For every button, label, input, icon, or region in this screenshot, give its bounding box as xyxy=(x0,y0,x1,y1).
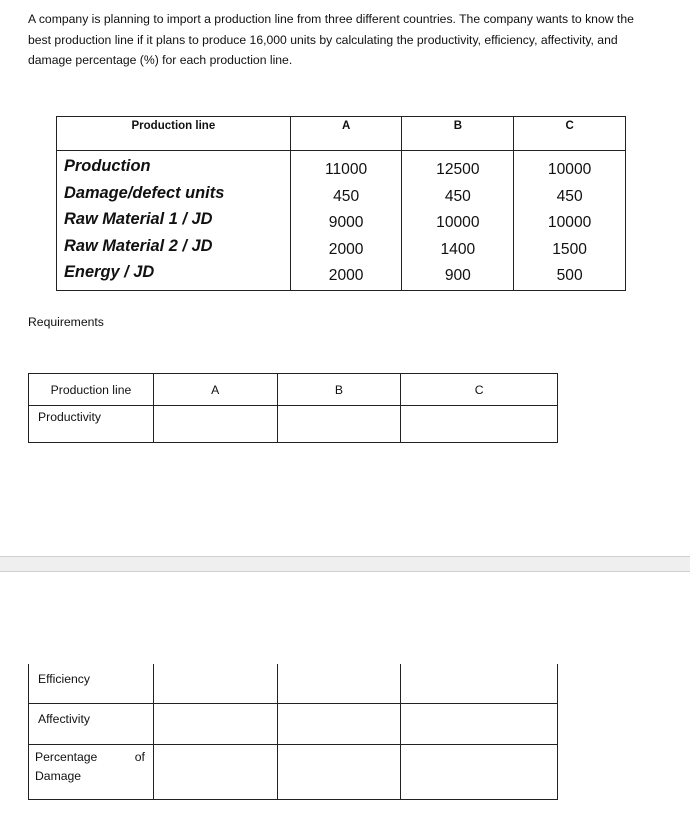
header-line-b: B xyxy=(277,374,401,406)
production-data-table xyxy=(56,116,626,291)
value-a-production: 11000 xyxy=(325,161,368,178)
values-line-b xyxy=(402,151,514,291)
value-c-raw-material-1: 10000 xyxy=(547,214,592,231)
label-damage-defect-units: Damage/defect units xyxy=(64,183,225,202)
value-b-raw-material-2: 1400 xyxy=(440,240,476,258)
value-b-energy: 900 xyxy=(444,267,471,284)
label-affectivity: Affectivity xyxy=(29,704,154,745)
header-line-a: A xyxy=(153,374,277,406)
label-production: Production xyxy=(64,157,151,175)
answer-cell-a[interactable] xyxy=(153,704,277,745)
header-line-a: A xyxy=(290,117,402,151)
row-labels-cell xyxy=(57,151,291,291)
label-efficiency: Efficiency xyxy=(29,664,154,704)
table-row xyxy=(29,704,558,745)
label-energy: Energy / JD xyxy=(64,263,155,281)
value-a-raw-material-2: 2000 xyxy=(328,240,364,258)
table-row xyxy=(29,664,558,704)
answer-cell-a[interactable] xyxy=(153,745,277,800)
value-a-energy: 2000 xyxy=(328,267,364,284)
requirements-table xyxy=(28,373,558,443)
value-b-production: 12500 xyxy=(436,161,480,178)
table-header-row xyxy=(57,117,626,151)
label-damage-word: Damage xyxy=(35,769,82,783)
answer-cell-b[interactable] xyxy=(277,664,401,704)
answer-cell-c[interactable] xyxy=(401,406,558,443)
label-of-word: of xyxy=(134,750,145,764)
answer-cell-b[interactable] xyxy=(277,704,401,745)
header-production-line: Production line xyxy=(57,117,291,151)
requirements-label: Requirements xyxy=(28,315,104,329)
value-a-raw-material-1: 9000 xyxy=(328,214,364,231)
answer-cell-c[interactable] xyxy=(401,745,558,800)
value-a-damage: 450 xyxy=(333,187,360,205)
value-c-damage: 450 xyxy=(556,187,583,205)
table-data-row xyxy=(57,151,626,291)
header-line-c: C xyxy=(401,374,558,406)
value-c-production: 10000 xyxy=(547,161,592,178)
label-productivity: Productivity xyxy=(29,406,154,443)
table-row xyxy=(29,745,558,800)
answer-cell-a[interactable] xyxy=(153,664,277,704)
header-production-line: Production line xyxy=(29,374,154,406)
values-line-a xyxy=(290,151,402,291)
value-c-raw-material-2: 1500 xyxy=(552,240,587,258)
page-break-divider xyxy=(0,556,690,572)
answer-cell-c[interactable] xyxy=(401,704,558,745)
header-line-c: C xyxy=(514,117,626,151)
label-percentage-of-damage xyxy=(29,745,154,800)
requirements-table-continued xyxy=(28,664,558,800)
value-b-damage: 450 xyxy=(444,187,471,205)
answer-cell-c[interactable] xyxy=(401,664,558,704)
value-b-raw-material-1: 10000 xyxy=(436,214,480,231)
problem-statement: A company is planning to import a production line from three different countries. The company wants to know the best production line if it plans to produce 16,000 units by calculating the productivity, efficiency, affectivity, and damage percentage (%) for each production line. xyxy=(28,12,634,67)
values-line-c xyxy=(514,151,626,291)
answer-cell-b[interactable] xyxy=(277,745,401,800)
table-header-row xyxy=(29,374,558,406)
table-row xyxy=(29,406,558,443)
answer-cell-a[interactable] xyxy=(153,406,277,443)
label-raw-material-2: Raw Material 2 / JD xyxy=(64,236,213,255)
header-line-b: B xyxy=(402,117,514,151)
label-raw-material-1: Raw Material 1 / JD xyxy=(64,210,213,228)
answer-cell-b[interactable] xyxy=(277,406,401,443)
value-c-energy: 500 xyxy=(556,267,583,284)
label-percentage-word: Percentage xyxy=(35,750,98,764)
